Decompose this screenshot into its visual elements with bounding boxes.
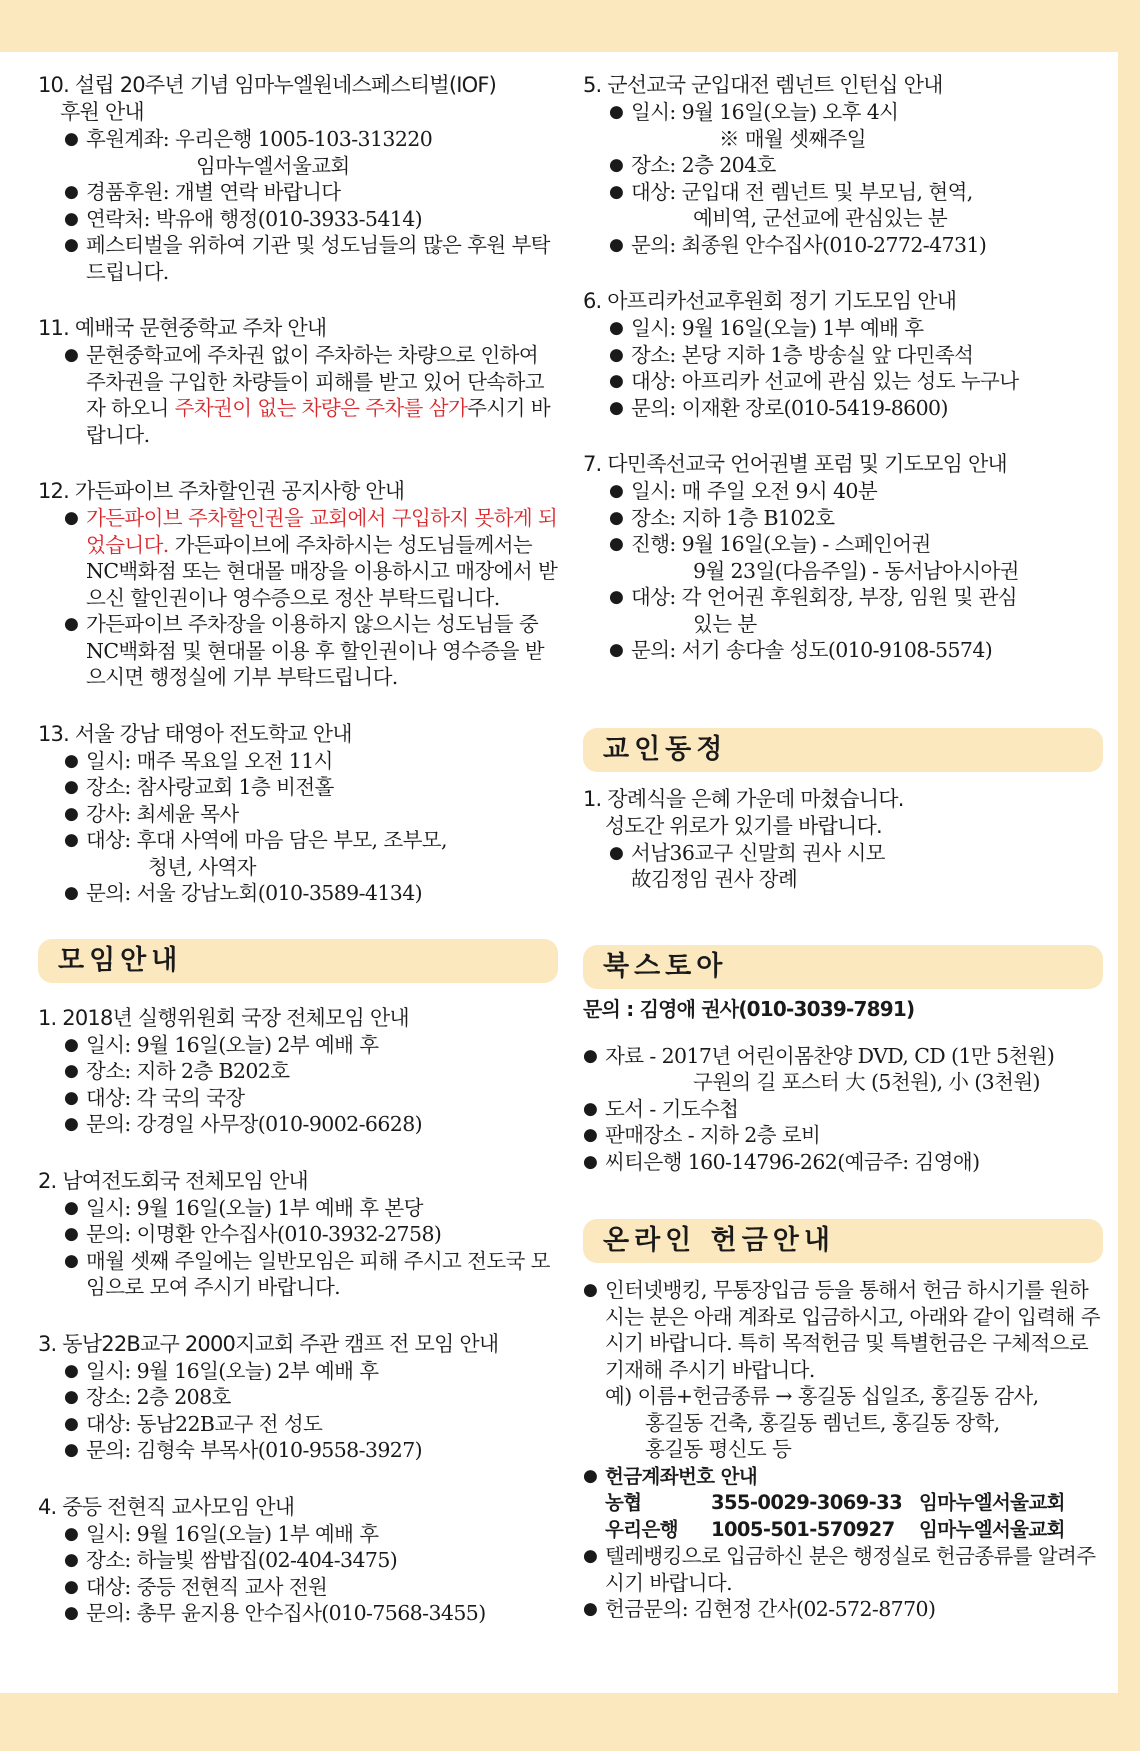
- list-item: ● 대상: 각 국의 국장: [64, 1085, 558, 1112]
- section-band-members: 교인동정: [583, 728, 1103, 772]
- list-item: ● 일시: 9월 16일(오늘) 1부 예배 후 본당: [64, 1195, 558, 1222]
- notice-title: 4. 중등 전현직 교사모임 안내: [38, 1494, 295, 1519]
- list-item: ● 대상: 아프리카 선교에 관심 있는 성도 누구나: [609, 368, 1103, 395]
- meeting-4: [38, 1494, 558, 1627]
- notice-title: 6. 아프리카선교후원회 정기 기도모임 안내: [583, 289, 957, 313]
- list-item: ● 문의: 총무 윤지용 안수집사(010-7568-3455): [64, 1600, 558, 1627]
- list-item: ● 자료 - 2017년 어린이몸찬양 DVD, CD (1만 5천원) 구원의 길 포스터 大 (5천원), 小 (3천원): [583, 1043, 1103, 1096]
- meeting-5: [583, 72, 1103, 258]
- list-item: ● 일시: 매주 목요일 오전 11시: [64, 748, 558, 775]
- section-band-online-offering: 온라인 헌금안내: [583, 1219, 1103, 1263]
- list-item: ● 연락처: 박유애 행정(010-3933-5414): [64, 206, 558, 233]
- notice-title: 5. 군선교국 군입대전 렘넌트 인턴십 안내: [583, 73, 943, 97]
- list-item: ● 장소: 2층 204호: [609, 152, 1103, 179]
- meeting-7: [583, 451, 1103, 664]
- list-item: ● 문의: 이재환 장로(010-5419-8600): [609, 395, 1103, 422]
- list-item: ● 대상: 동남22B교구 전 성도: [64, 1411, 558, 1438]
- list-item: ● 문의: 서울 강남노회(010-3589-4134): [64, 880, 558, 907]
- list-item: ● 일시: 9월 16일(오늘) 1부 예배 후: [609, 315, 1103, 342]
- list-item: ● 일시: 9월 16일(오늘) 오후 4시 ※ 매월 셋째주일: [609, 99, 1103, 152]
- list-item: ● 강사: 최세윤 목사: [64, 801, 558, 828]
- list-item: ● 문의: 김형숙 부목사(010-9558-3927): [64, 1437, 558, 1464]
- list-item: ● 매월 셋째 주일에는 일반모임은 피해 주시고 전도국 모임으로 모여 주시기 바랍니다.: [64, 1248, 558, 1301]
- notice-title: 13. 서울 강남 태영아 전도학교 안내: [38, 721, 352, 746]
- list-item: ● 대상: 후대 사역에 마음 담은 부모, 조부모, 청년, 사역자: [64, 827, 558, 880]
- list-item: ● 장소: 본당 지하 1층 방송실 앞 다민족석: [609, 342, 1103, 369]
- list-item: ● 문의: 이명환 안수집사(010-3932-2758): [64, 1221, 558, 1248]
- list-item: ● 문현중학교에 주차권 없이 주차하는 차량으로 인하여 주차권을 구입한 차량들이 피해를 받고 있어 단속하고자 하오니 주차권이 없는 차량은 주차를 삼가주시기 바랍니다.: [64, 342, 558, 448]
- meeting-6: [583, 288, 1103, 421]
- list-item: ● 텔레뱅킹으로 입금하신 분은 행정실로 헌금종류를 알려주시기 바랍니다.: [583, 1543, 1103, 1596]
- list-item: ● 장소: 참사랑교회 1층 비전홀: [64, 774, 558, 801]
- list-item: ● 진행: 9월 16일(오늘) - 스페인어권 9월 23일(다음주일) - 동서남아시아권: [609, 531, 1103, 584]
- meeting-1: [38, 1005, 558, 1138]
- list-item: ● 일시: 9월 16일(오늘) 1부 예배 후: [64, 1521, 558, 1548]
- list-item: ● 헌금계좌번호 안내 농협 355-0029-3069-33 임마누엘서울교회 우리은행 1005-501-570927 임마누엘서울교회: [583, 1463, 1103, 1544]
- list-item: ● 가든파이브 주차장을 이용하지 않으시는 성도님들 중 NC백화점 및 현대몰 이용 후 할인권이나 영수증을 받으시면 행정실에 기부 부탁드립니다.: [64, 611, 558, 691]
- list-item: ● 장소: 2층 208호: [64, 1384, 558, 1411]
- notice-title: 3. 동남22B교구 2000지교회 주관 캠프 전 모임 안내: [38, 1331, 499, 1356]
- list-item: ● 장소: 지하 1층 B102호: [609, 505, 1103, 532]
- list-item: ● 페스티벌을 위하여 기관 및 성도님들의 많은 후원 부탁드립니다.: [64, 232, 558, 285]
- notice-title: 1. 장례식을 은혜 가운데 마쳤습니다. 성도간 위로가 있기를 바랍니다.: [583, 786, 904, 838]
- bookstore-inquiry: 문의 : 김영애 권사(010-3039-7891): [583, 996, 915, 1021]
- list-item: ● 경품후원: 개별 연락 바랍니다: [64, 179, 558, 206]
- notice-11: [38, 315, 558, 448]
- bulletin-page: [0, 52, 1118, 1693]
- notice-12: [38, 478, 558, 691]
- list-item: ● 인터넷뱅킹, 무통장입금 등을 통해서 헌금 하시기를 원하시는 분은 아래 계좌로 입금하시고, 아래와 같이 입력해 주시기 바랍니다. 특히 목적헌금 및 특별헌금은 구체적으로 기재해 주시기 바랍니다. 예) 이름+헌금종류 → 홍길동 십일조, 홍길동 감사, 홍길동 건축, 홍길동 렘넌트, 홍길동 장학, 홍길동 평신도 등: [583, 1277, 1103, 1463]
- list-item: ● 일시: 9월 16일(오늘) 2부 예배 후: [64, 1358, 558, 1385]
- list-item: ● 대상: 중등 전현직 교사 전원: [64, 1574, 558, 1601]
- list-item: ● 장소: 하늘빛 쌈밥집(02-404-3475): [64, 1547, 558, 1574]
- highlight-text: 가든파이브 주차할인권을 교회에서 구입하지 못하게 되었습니다.: [86, 506, 558, 557]
- account-row: 농협 355-0029-3069-33 임마누엘서울교회: [605, 1491, 1065, 1514]
- list-item: ● 후원계좌: 우리은행 1005-103-313220 임마누엘서울교회: [64, 126, 558, 179]
- list-item: ● 문의: 최종원 안수집사(010-2772-4731): [609, 232, 1103, 259]
- list-item: ● 서남36교구 신말희 권사 시모 故김정임 권사 장례: [609, 840, 1103, 893]
- list-item: ● 도서 - 기도수첩: [583, 1096, 1103, 1123]
- notice-title: 2. 남여전도회국 전체모임 안내: [38, 1168, 308, 1193]
- list-item: ● 판매장소 - 지하 2층 로비: [583, 1122, 1103, 1149]
- notice-title: 1. 2018년 실행위원회 국장 전체모임 안내: [38, 1005, 409, 1030]
- meeting-2: [38, 1168, 558, 1301]
- notice-title: 10. 설립 20주년 기념 임마누엘원네스페스티벌(IOF) 후원 안내: [38, 73, 497, 124]
- notice-title: 7. 다민족선교국 언어권별 포럼 및 기도모임 안내: [583, 452, 1007, 476]
- member-news-1: [583, 786, 1103, 893]
- section-band-meetings: 모임안내: [38, 939, 558, 983]
- notice-title: 12. 가든파이브 주차할인권 공지사항 안내: [38, 479, 405, 503]
- notice-title: 11. 예배국 문현중학교 주차 안내: [38, 316, 327, 340]
- highlight-text: 주차권이 없는 차량은 주차를 삼가: [174, 396, 468, 420]
- list-item: ● 씨티은행 160-14796-262(예금주: 김영애): [583, 1149, 1103, 1176]
- list-item: ● 일시: 매 주일 오전 9시 40분: [609, 478, 1103, 505]
- notice-13: [38, 721, 558, 907]
- list-item: ● 장소: 지하 2층 B202호: [64, 1058, 558, 1085]
- list-item: ● 대상: 군입대 전 렘넌트 및 부모님, 현역, 예비역, 군선교에 관심있는 분: [609, 179, 1103, 232]
- list-item: ● 대상: 각 언어권 후원회장, 부장, 임원 및 관심 있는 분: [609, 584, 1103, 637]
- list-item: ● 헌금문의: 김현정 간사(02-572-8770): [583, 1596, 1103, 1623]
- notice-10: [38, 72, 558, 285]
- right-column: [583, 72, 1103, 1623]
- list-item: ● 문의: 강경일 사무장(010-9002-6628): [64, 1111, 558, 1138]
- list-item: ● 가든파이브 주차할인권을 교회에서 구입하지 못하게 되었습니다. 가든파이브에 주차하시는 성도님들께서는 NC백화점 또는 현대몰 매장을 이용하시고 매장에서 받으신 할인권이나 영수증으로 정산 부탁드립니다.: [64, 505, 558, 611]
- meeting-3: [38, 1331, 558, 1464]
- list-item: ● 일시: 9월 16일(오늘) 2부 예배 후: [64, 1032, 558, 1059]
- account-row: 우리은행 1005-501-570927 임마누엘서울교회: [605, 1517, 1065, 1541]
- section-band-bookstore: 북스토아: [583, 945, 1103, 989]
- list-item: ● 문의: 서기 송다솔 성도(010-9108-5574): [609, 637, 1103, 664]
- left-column: [38, 72, 558, 1627]
